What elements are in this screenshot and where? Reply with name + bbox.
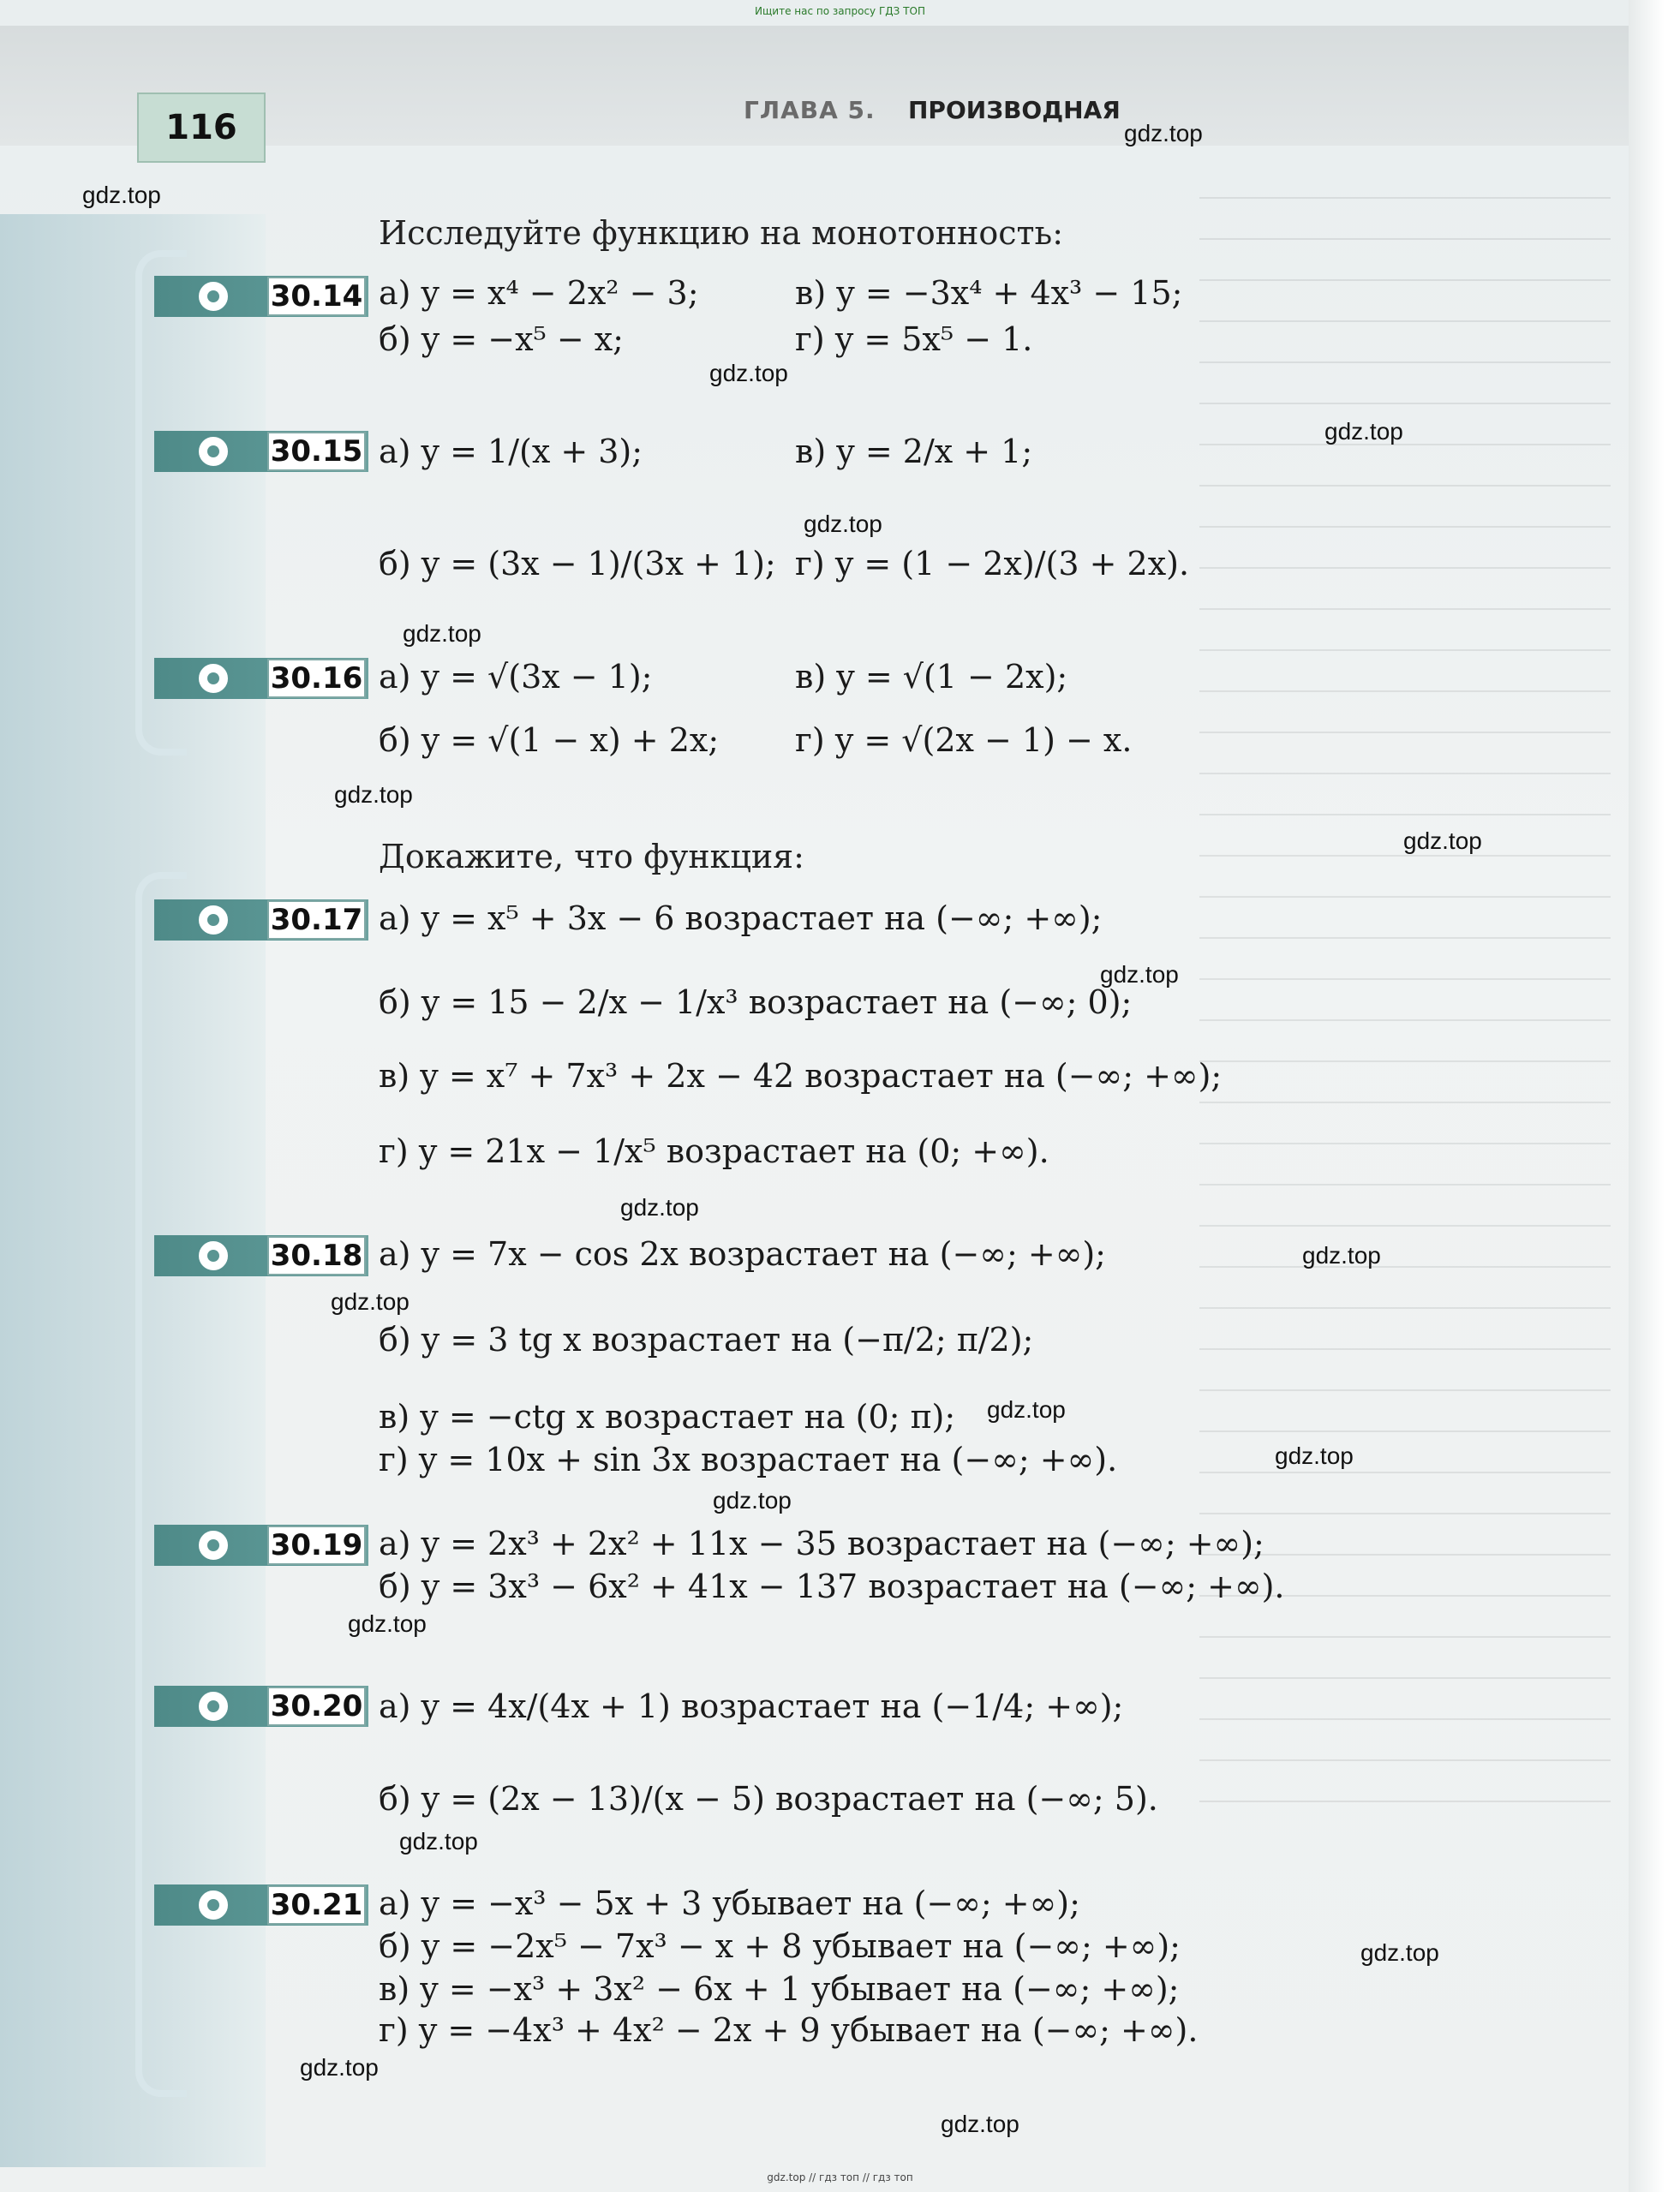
problem-line: б) y = √(1 − x) + 2x; [379,721,720,759]
problem-line: г) y = −4x³ + 4x² − 2x + 9 убывает на (−∞; +∞). [379,2011,1199,2049]
watermark: gdz.top [334,781,413,808]
bullet-icon [199,1241,228,1270]
left-margin-band [0,214,266,2167]
watermark: gdz.top [300,2054,379,2081]
problem-number: 30.20 [267,1687,366,1726]
problem-line: а) y = x⁴ − 2x² − 3; [379,274,699,312]
watermark: gdz.top [403,620,481,647]
problem-number: 30.15 [267,432,366,471]
problem-line: б) y = −x⁵ − x; [379,320,624,358]
problem-line: а) y = 7x − cos 2x возрастает на (−∞; +∞); [379,1235,1106,1273]
watermark: gdz.top [1302,1242,1381,1269]
intro-monotonic: Исследуйте функцию на монотонность: [379,214,1064,252]
problem-line: б) y = 3 tg x возрастает на (−π/2; π/2); [379,1321,1034,1359]
watermark: gdz.top [620,1194,699,1221]
problem-line: г) y = √(2x − 1) − x. [795,721,1133,759]
bullet-icon [199,1531,228,1560]
problem-line: а) y = −x³ − 5x + 3 убывает на (−∞; +∞); [379,1884,1080,1922]
watermark: gdz.top [82,182,161,208]
problem-line: г) y = (1 − 2x)/(3 + 2x). [795,545,1190,582]
problem-number: 30.16 [267,659,366,698]
problem-number: 30.14 [267,277,366,316]
page-edge [1629,0,1680,2192]
watermark: gdz.top [1124,120,1203,146]
bullet-icon [199,905,228,935]
bullet-icon [199,1692,228,1721]
problem-line: а) y = x⁵ + 3x − 6 возрастает на (−∞; +∞); [379,899,1103,937]
intro-prove: Докажите, что функция: [379,838,804,875]
problem-line: г) y = 5x⁵ − 1. [795,320,1033,358]
watermark: gdz.top [987,1396,1066,1423]
chapter-title: ПРОИЗВОДНАЯ [908,96,1121,124]
problem-line: г) y = 10x + sin 3x возрастает на (−∞; +∞). [379,1441,1118,1478]
watermark: gdz.top [709,360,788,386]
problem-line: б) y = (2x − 13)/(x − 5) возрастает на (−∞; 5). [379,1780,1158,1818]
watermark: gdz.top [1403,827,1482,854]
problem-line: в) y = 2/x + 1; [795,433,1033,470]
problem-line: в) y = −3x⁴ + 4x³ − 15; [795,274,1183,312]
problem-line: б) y = (3x − 1)/(3x + 1); [379,545,776,582]
problem-line: г) y = 21x − 1/x⁵ возрастает на (0; +∞). [379,1132,1049,1170]
problem-number: 30.21 [267,1885,366,1925]
site-note-bottom: gdz.top // гдз топ // гдз топ [767,2171,913,2183]
bullet-icon [199,282,228,311]
watermark: gdz.top [1324,418,1403,445]
bullet-icon [199,664,228,693]
chapter-label: ГЛАВА 5. [744,96,876,124]
problem-line: в) y = √(1 − 2x); [795,658,1068,696]
problem-number: 30.19 [267,1526,366,1565]
problem-number: 30.18 [267,1236,366,1275]
bullet-icon [199,1890,228,1920]
watermark: gdz.top [1275,1442,1354,1469]
problem-line: б) y = −2x⁵ − 7x³ − x + 8 убывает на (−∞; +∞); [379,1927,1181,1965]
problem-line: в) y = −ctg x возрастает на (0; π); [379,1398,956,1436]
problem-line: б) y = 3x³ − 6x² + 41x − 137 возрастает на (−∞; +∞). [379,1568,1285,1605]
watermark: gdz.top [713,1487,792,1514]
site-note-top: Ищите нас по запросу ГДЗ ТОП [755,5,925,17]
watermark: gdz.top [1100,961,1179,988]
watermark: gdz.top [399,1828,478,1855]
watermark: gdz.top [941,2111,1019,2137]
problem-line: а) y = 1/(x + 3); [379,433,643,470]
watermark: gdz.top [1360,1939,1439,1966]
watermark: gdz.top [804,511,882,537]
page-number: 116 [137,93,266,163]
problem-line: а) y = 2x³ + 2x² + 11x − 35 возрастает на (−∞; +∞); [379,1525,1264,1562]
problem-line: в) y = −x³ + 3x² − 6x + 1 убывает на (−∞; +∞); [379,1970,1180,2008]
bullet-icon [199,437,228,466]
watermark: gdz.top [331,1288,410,1315]
problem-line: а) y = 4x/(4x + 1) возрастает на (−1/4; +∞); [379,1687,1124,1725]
problem-line: а) y = √(3x − 1); [379,658,653,696]
problem-line: б) y = 15 − 2/x − 1/x³ возрастает на (−∞; 0); [379,983,1133,1021]
watermark: gdz.top [348,1610,427,1637]
problem-line: в) y = x⁷ + 7x³ + 2x − 42 возрастает на (−∞; +∞); [379,1057,1223,1095]
problem-number: 30.17 [267,900,366,940]
